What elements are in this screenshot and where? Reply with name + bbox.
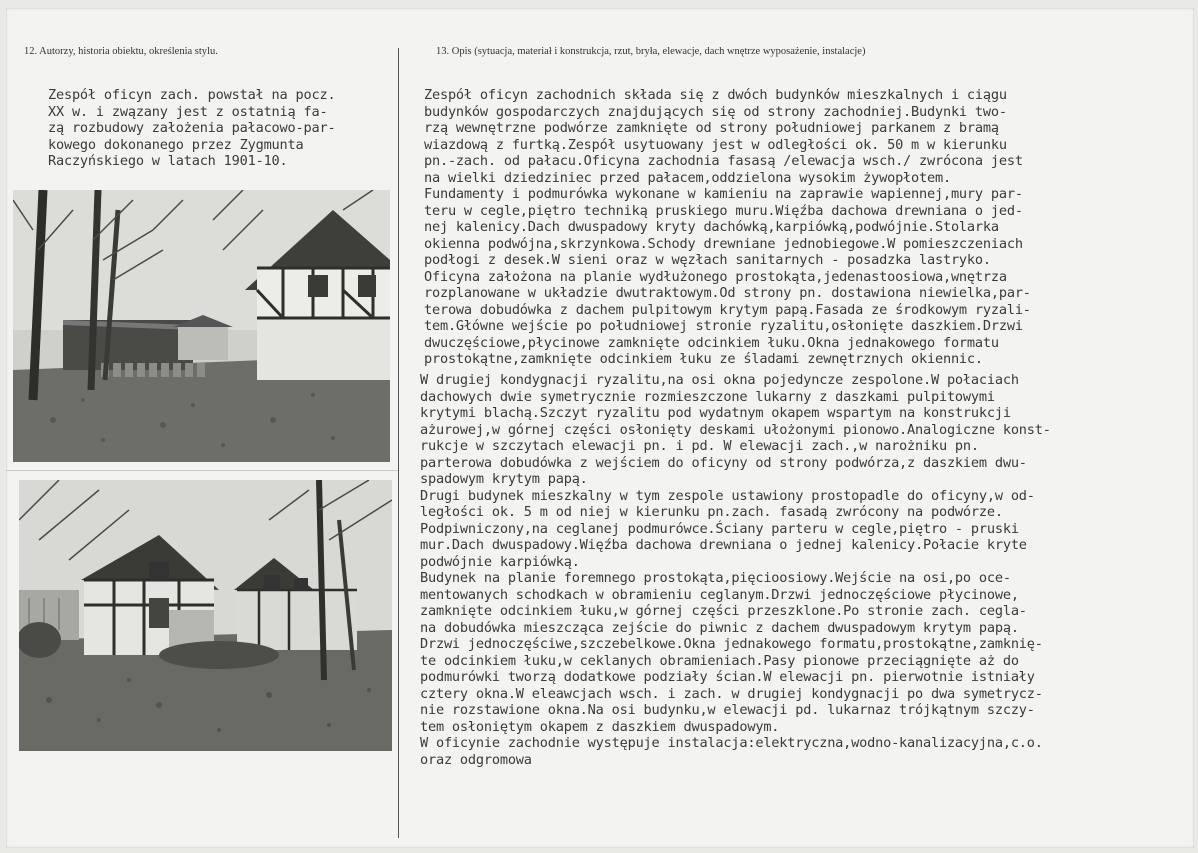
photo-separator bbox=[6, 470, 398, 471]
photo-second-residential-building bbox=[19, 480, 392, 751]
column-divider bbox=[398, 48, 399, 838]
description-text-part1: Zespół oficyn zachodnich składa się z dwóch budynków mieszkalnych i ciągu budynków gospodarczych znajdujących się od strony zachodniej.Budynki two- rzą wewnętrzne podwórze zamknięte od strony południowej parkanem z bramą wiazdową z furtką.Zespół usytuowany jest w odległości ok. 50 m w kierunku pn.-zach. od pałacu.Oficyna zachodnia fasasą /elewacja wsch./ zwrócona jest na wielki dziedziniec przed pałacem,oddzielona wysokim żywopłotem. Fundamenty i podmurówka wykonane w kamieniu na zaprawie wapiennej,mury par- teru w cegle,piętro techniką pruskiego muru.Więźba dachowa drewniana o jed- nej kalenicy.Dach dwuspadowy kryty dachówką,karpiówką,podwójnie.Stolarka okienna podwójna,skrzynkowa.Schody drewniane jednobiegowe.W pomieszczeniach podłogi z desek.W sieni oraz w węzłach sanitarnych - posadzka lastryko. Oficyna założona na planie wydłużonego prostokąta,jedenastoosiowa,wnętrza rozplanowane w układzie dwutraktowym.Od strony pn. dostawiona niewielka,par- terowa dobudówka z dachem pulpitowym krytym papą.Fasada ze środkowym ryzali- tem.Główne wejście po południowej stronie ryzalitu,osłonięte daszkiem.Drzwi dwuczęściowe,płycinowe zamknięte odcinkiem łuku.Okna jednakowego formatu prostokątne,zamknięte odcinkiem łuku ze śladami zewnętrznych okiennic. bbox=[424, 87, 1031, 367]
section-header-description: 13. Opis (sytuacja, materiał i konstrukcja, rzut, bryła, elewacje, dach wnętrze wyposażenie, instalacje) bbox=[436, 46, 866, 57]
description-text-part2: W drugiej kondygnacji ryzalitu,na osi okna pojedyncze zespolone.W połaciach dachowych dwie symetrycznie rozmieszczone lukarny z daszkami pulpitowymi krytymi blachą.Szczyt ryzalitu pod wydatnym okapem wspartym na konstrukcji ażurowej,w górnej części osłonięty deskami ułożonymi pionowo.Analogiczne konst- rukcje w szczytach elewacji pn. i pd. W elewacji zach.,w narożniku pn. parterowa dobudówka z wejściem do oficyny od strony podwórza,z daszkiem dwu- spadowym krytym papą. Drugi budynek mieszkalny w tym zespole ustawiony prostopadle do oficyny,w od- ległości ok. 5 m od niej w kierunku pn.zach. fasadą zwrócony na podwórze. Podpiwniczony,na ceglanej podmurówce.Ściany parteru w cegle,piętro - pruski mur.Dach dwuspadowy.Więźba dachowa drewniana o jednej kalenicy.Połacie kryte podwójnie karpiówką. Budynek na planie foremnego prostokąta,pięcioosiowy.Wejście na osi,po oce- mentowanych schodkach w obramieniu ceglanym.Drzwi jednoczęściowe płycinowe, zamknięte odcinkiem łuku,w górnej części przeszklone.Po stronie zach. cegla- na dobudówka mieszcząca zejście do piwnic z dachem dwuspadowym krytym papą. Drzwi jednoczęściwe,szczebelkowe.Okna jednakowego formatu,prostokątne,zamknię- te odcinkiem łuku,w ceklanych obramieniach.Pasy pionowe przeciągnięte aż do podmurówki tworzą dodatkowe podziały ścian.W elewacji pn. pierwotnie istniały cztery okna.W eleawcjach wsch. i zach. w drugiej kondygnacji po dwa symetrycz- nie rozstawione okna.Na osi budynku,w elewacji pd. lukarnaz trójkątnym szczy- tem osłoniętym okapem z daszkiem dwuspadowym. W oficynie zachodnie występuje instalacja:elektryczna,wodno-kanalizacyjna,c.o. oraz odgromowa bbox=[420, 372, 1051, 768]
section-header-authors-history: 12. Autorzy, historia obiektu, określenia stylu. bbox=[24, 46, 218, 57]
history-text: Zespół oficyn zach. powstał na pocz. XX w. i zwązany jest z ostatnią fa- zą rozbudowy założenia pałacowo-par- kowego dokonanego przez Zygmunta Raczyńskiego w latach 1901-10. bbox=[48, 87, 336, 169]
photo-west-outbuilding-courtyard bbox=[13, 190, 390, 462]
